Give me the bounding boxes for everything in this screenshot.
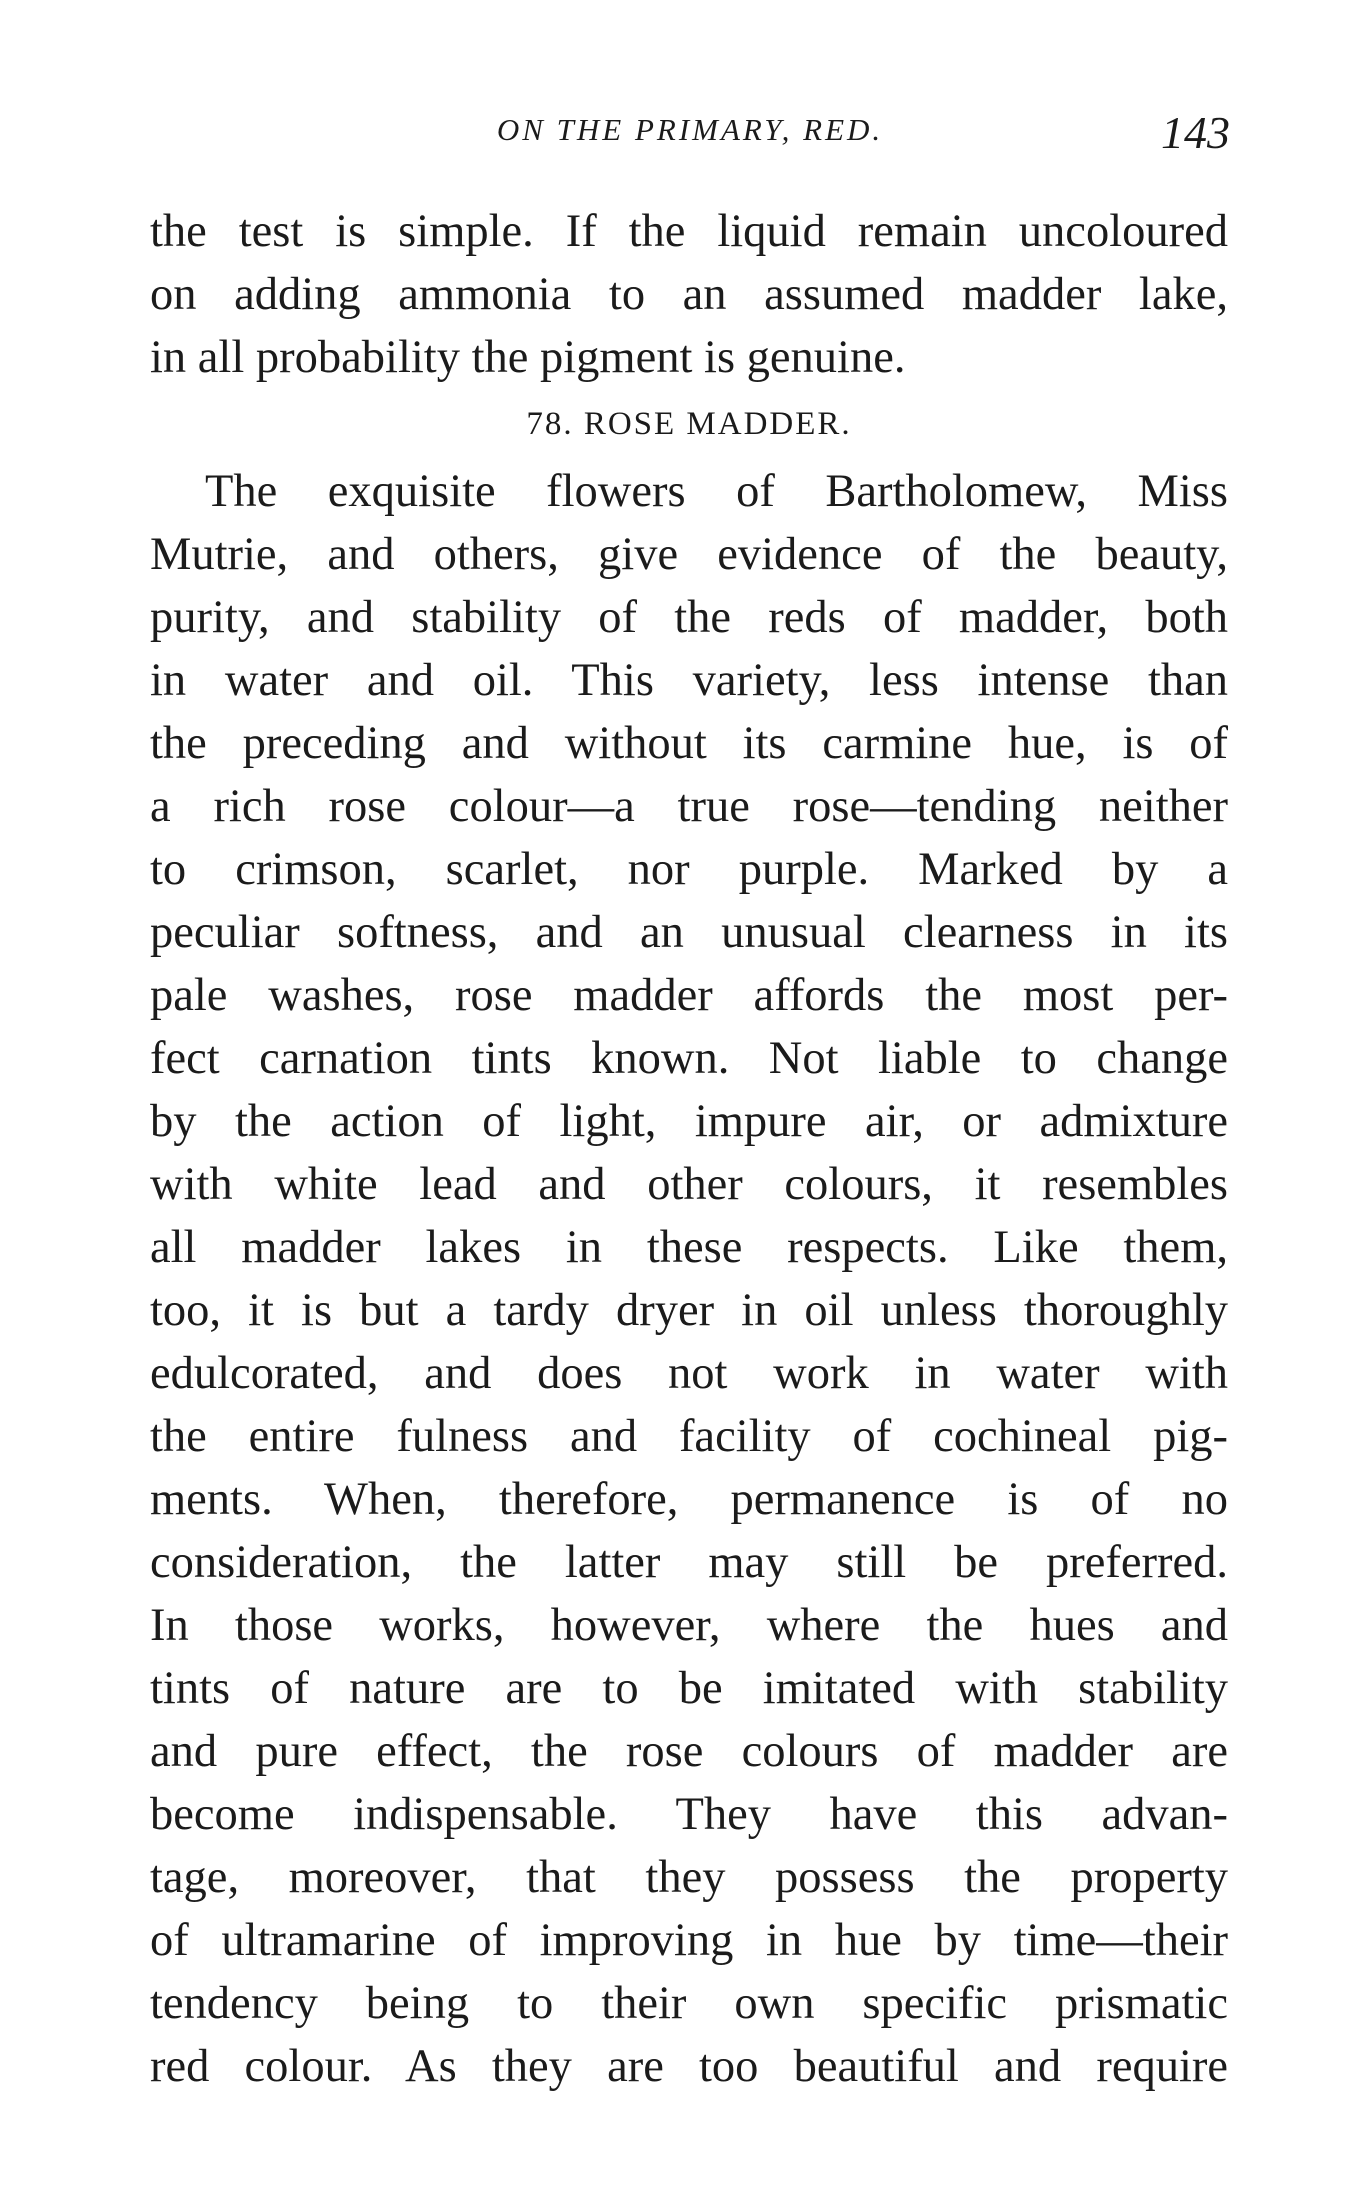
text-line: in all probability the pigment is genuine.: [150, 332, 906, 383]
text-line: on adding ammonia to an assumed madder lake,: [150, 269, 1228, 320]
text-line: too, it is but a tardy dryer in oil unless thoroughly: [150, 1285, 1228, 1336]
text-line: The exquisite flowers of Bartholomew, Miss: [205, 466, 1228, 517]
text-line: the test is simple. If the liquid remain uncoloured: [150, 206, 1228, 257]
text-line: to crimson, scarlet, nor purple. Marked by a: [150, 844, 1228, 895]
text-line: the preceding and without its carmine hue, is of: [150, 718, 1228, 769]
text-line: with white lead and other colours, it resembles: [150, 1159, 1228, 1210]
text-line: tendency being to their own specific prismatic: [150, 1978, 1228, 2029]
page-number: 143: [1161, 107, 1230, 158]
text-line: In those works, however, where the hues and: [150, 1600, 1228, 1651]
text-line: pale washes, rose madder affords the most per-: [150, 970, 1228, 1021]
text-line: fect carnation tints known. Not liable to change: [150, 1033, 1228, 1084]
text-line: red colour. As they are too beautiful and require: [150, 2041, 1228, 2092]
text-line: tints of nature are to be imitated with stability: [150, 1663, 1228, 1714]
text-line: of ultramarine of improving in hue by time—their: [150, 1915, 1228, 1966]
text-line: edulcorated, and does not work in water with: [150, 1348, 1228, 1399]
text-line: all madder lakes in these respects. Like them,: [150, 1222, 1228, 1273]
section-heading: 78. ROSE MADDER.: [526, 406, 852, 442]
text-line: by the action of light, impure air, or admixture: [150, 1096, 1228, 1147]
text-line: ments. When, therefore, permanence is of no: [150, 1474, 1228, 1525]
body-text: [150, 200, 1228, 2098]
text-line: and pure effect, the rose colours of madder are: [150, 1726, 1228, 1777]
text-line: consideration, the latter may still be preferred.: [150, 1537, 1228, 1588]
text-line: in water and oil. This variety, less intense than: [150, 655, 1228, 706]
text-line: a rich rose colour—a true rose—tending neither: [150, 781, 1228, 832]
running-title: ON THE PRIMARY, RED.: [496, 112, 884, 147]
text-line: peculiar softness, and an unusual clearness in its: [150, 907, 1228, 958]
running-head: [150, 107, 1230, 162]
text-line: the entire fulness and facility of cochineal pig-: [150, 1411, 1228, 1462]
text-line: Mutrie, and others, give evidence of the beauty,: [150, 529, 1228, 580]
text-line: purity, and stability of the reds of madder, both: [150, 592, 1228, 643]
text-line: become indispensable. They have this advan-: [150, 1789, 1228, 1840]
text-line: tage, moreover, that they possess the property: [150, 1852, 1228, 1903]
